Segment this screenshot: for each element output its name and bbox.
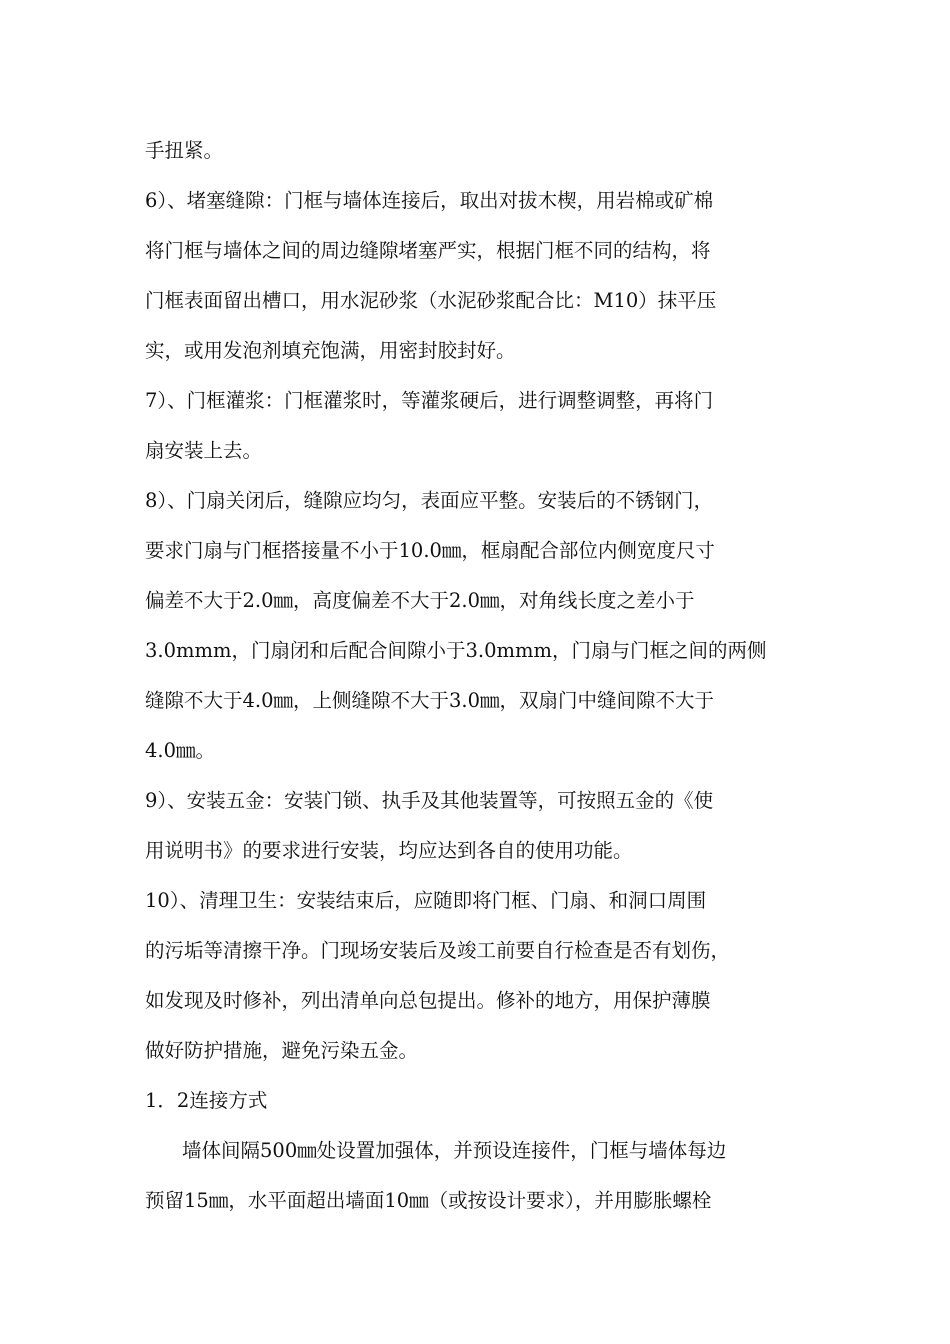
text-line: 9）、安装五金：安装门锁、执手及其他装置等，可按照五金的《使	[145, 789, 714, 812]
text-line: 4.0㎜。	[145, 739, 216, 762]
text-line: 将门框与墙体之间的周边缝隙堵塞严实，根据门框不同的结构，将	[145, 239, 711, 262]
text-line: 如发现及时修补，列出清单向总包提出。修补的地方，用保护薄膜	[145, 989, 711, 1012]
text-line: 要求门扇与门框搭接量不小于10.0㎜，框扇配合部位内侧宽度尺寸	[145, 539, 715, 562]
text-line: 预留15㎜，水平面超出墙面10㎜（或按设计要求），并用膨胀螺栓	[145, 1189, 712, 1212]
text-line: 偏差不大于2.0㎜，高度偏差不大于2.0㎜，对角线长度之差小于	[145, 589, 695, 612]
text-line: 8）、门扇关闭后，缝隙应均匀，表面应平整。安装后的不锈钢门，	[145, 489, 714, 512]
text-line: 扇安装上去。	[145, 439, 263, 462]
text-line: 6）、堵塞缝隙：门框与墙体连接后，取出对拔木楔，用岩棉或矿棉	[145, 189, 714, 212]
text-line: 的污垢等清擦干净。门现场安装后及竣工前要自行检查是否有划伤，	[145, 939, 731, 962]
text-line: 实，或用发泡剂填充饱满，用密封胶封好。	[145, 339, 516, 362]
text-line: 缝隙不大于4.0㎜，上侧缝隙不大于3.0㎜，双扇门中缝间隙不大于	[145, 689, 715, 712]
text-line: 10）、清理卫生：安装结束后，应随即将门框、门扇、和洞口周围	[145, 889, 707, 912]
text-line: 7）、门框灌浆：门框灌浆时，等灌浆硬后，进行调整调整，再将门	[145, 389, 714, 412]
text-line: 用说明书》的要求进行安装，均应达到各自的使用功能。	[145, 839, 633, 862]
text-line: 手扭紧。	[145, 139, 224, 162]
text-line: 墙体间隔500㎜处设置加强体，并预设连接件，门框与墙体每边	[182, 1139, 727, 1162]
section-heading: 1．2连接方式	[145, 1089, 268, 1112]
text-line: 门框表面留出槽口，用水泥砂浆（水泥砂浆配合比：M10）抹平压	[145, 289, 717, 312]
text-line: 做好防护措施，避免污染五金。	[145, 1039, 419, 1062]
text-line: 3.0mmm，门扇闭和后配合间隙小于3.0mmm，门扇与门框之间的两侧	[145, 639, 767, 662]
